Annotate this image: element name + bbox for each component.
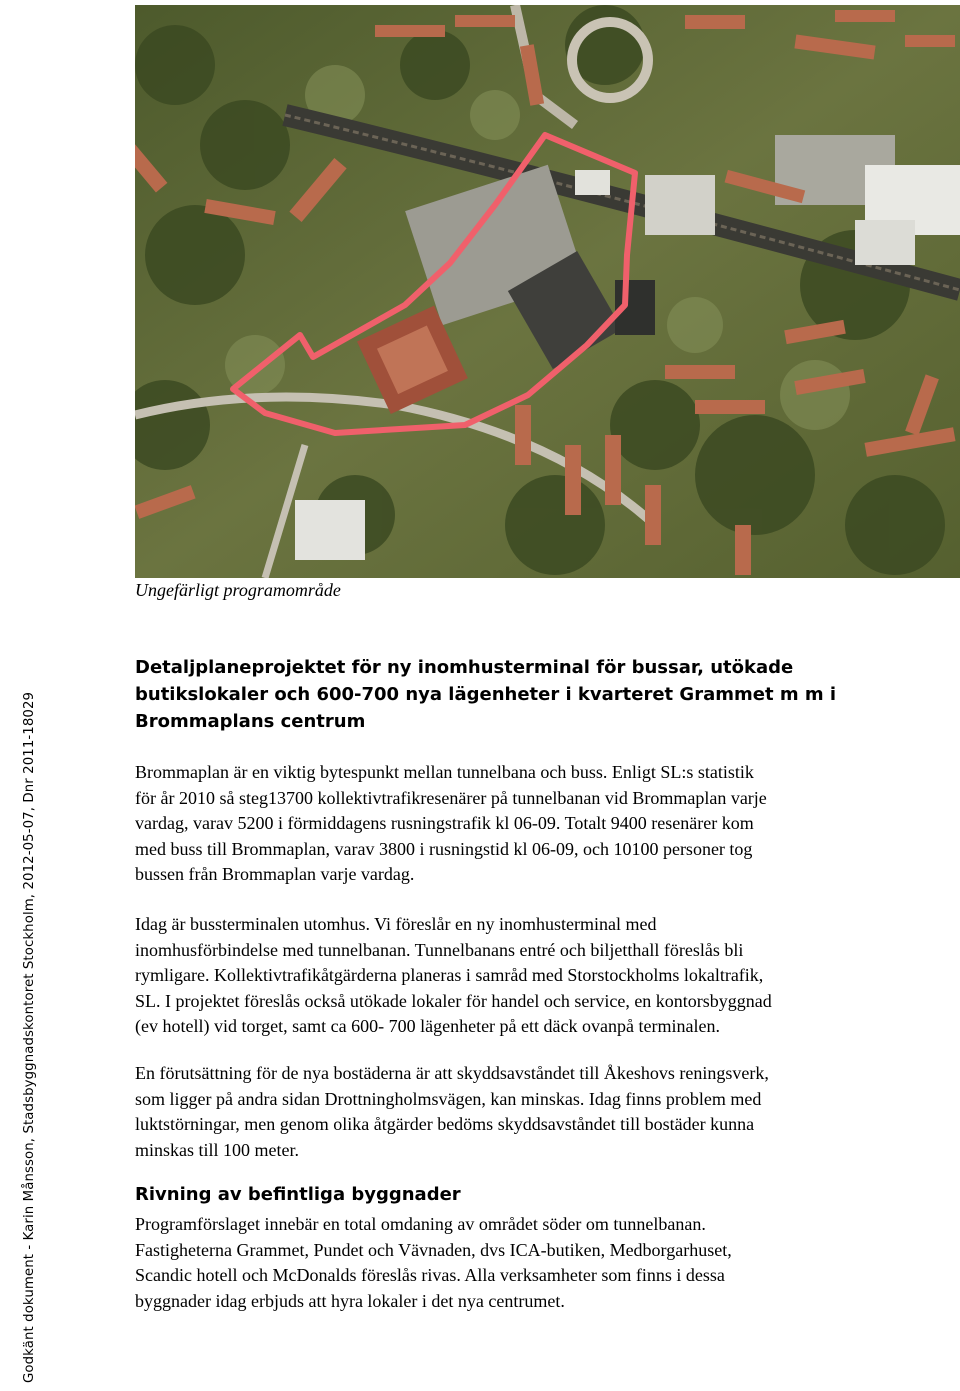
text-line: med buss till Brommaplan, varav 3800 i rusningstid kl 06-09, och 10100 personer tog	[135, 838, 753, 859]
text-line: vardag, varav 5200 i förmiddagens rusningstrafik kl 06-09. Totalt 9400 resenärer kom	[135, 813, 754, 833]
paragraph-traffic-statistics	[135, 760, 915, 888]
title-line: Detaljplaneprojektet för ny inomhusterminal för bussar, utökade	[135, 657, 794, 678]
text-line: luktstörningar, men genom olika åtgärder bedöms skyddsavståndet till bostäder kunna	[135, 1114, 755, 1134]
text-line: minskas till 100 meter.	[135, 1139, 299, 1160]
text-line: (ev hotell) vid torget, samt ca 600- 700 lägenheter på ett däck ovanpå terminalen.	[135, 1016, 720, 1036]
text-line: som ligger på andra sidan Drottningholmsvägen, kan minskas. Idag finns problem med	[135, 1088, 762, 1109]
text-line: inomhusförbindelse med tunnelbanan. Tunnelbanans entré och biljetthall föreslås bli	[135, 939, 744, 960]
paragraph-new-terminal	[135, 912, 915, 1040]
text-line: En förutsättning för de nya bostäderna är att skyddsavståndet till Åkeshovs reningsverk,	[135, 1063, 769, 1083]
figure-caption: Ungefärligt programområde	[135, 580, 341, 600]
document-title	[135, 654, 855, 735]
title-line: Brommaplans centrum	[135, 711, 366, 732]
document-approval-note	[0, 0, 44, 1391]
text-line: Programförslaget innebär en total omdaning av området söder om tunnelbanan.	[135, 1214, 706, 1234]
paragraph-safety-distance	[135, 1061, 915, 1163]
section-heading: Rivning av befintliga byggnader	[135, 1184, 461, 1205]
aerial-photo	[135, 5, 960, 578]
text-line: rymligare. Kollektivtrafikåtgärderna planeras i samråd med Storstockholms lokaltrafik,	[135, 965, 764, 985]
text-line: bussen från Brommaplan varje vardag.	[135, 864, 415, 884]
approval-note-text: Godkänt dokument - Karin Månsson, Stadsbyggnadskontoret Stockholm, 2012-05-07, Dnr 2011-18029	[22, 691, 37, 1383]
aerial-photo-illustration	[135, 5, 960, 578]
text-line: byggnader idag erbjuds att hyra lokaler i det nya centrumet.	[135, 1290, 565, 1311]
text-line: Brommaplan är en viktig bytespunkt mellan tunnelbana och buss. Enligt SL:s statistik	[135, 762, 754, 782]
text-line: för år 2010 så steg13700 kollektivtrafikresenärer på tunnelbanan vid Brommaplan varje	[135, 787, 767, 808]
text-line: Scandic hotell och McDonalds föreslås rivas. Alla verksamheter som finns i dessa	[135, 1265, 725, 1285]
text-line: SL. I projektet föreslås också utökade lokaler för handel och service, en kontorsbyggnad	[135, 990, 772, 1011]
title-line: butikslokaler och 600-700 nya lägenheter i kvarteret Grammet m m i	[135, 684, 837, 705]
text-line: Fastigheterna Grammet, Pundet och Vävnaden, dvs ICA-butiken, Medborgarhuset,	[135, 1239, 732, 1260]
text-line: Idag är bussterminalen utomhus. Vi föreslår en ny inomhusterminal med	[135, 914, 657, 934]
paragraph-demolition	[135, 1212, 915, 1314]
